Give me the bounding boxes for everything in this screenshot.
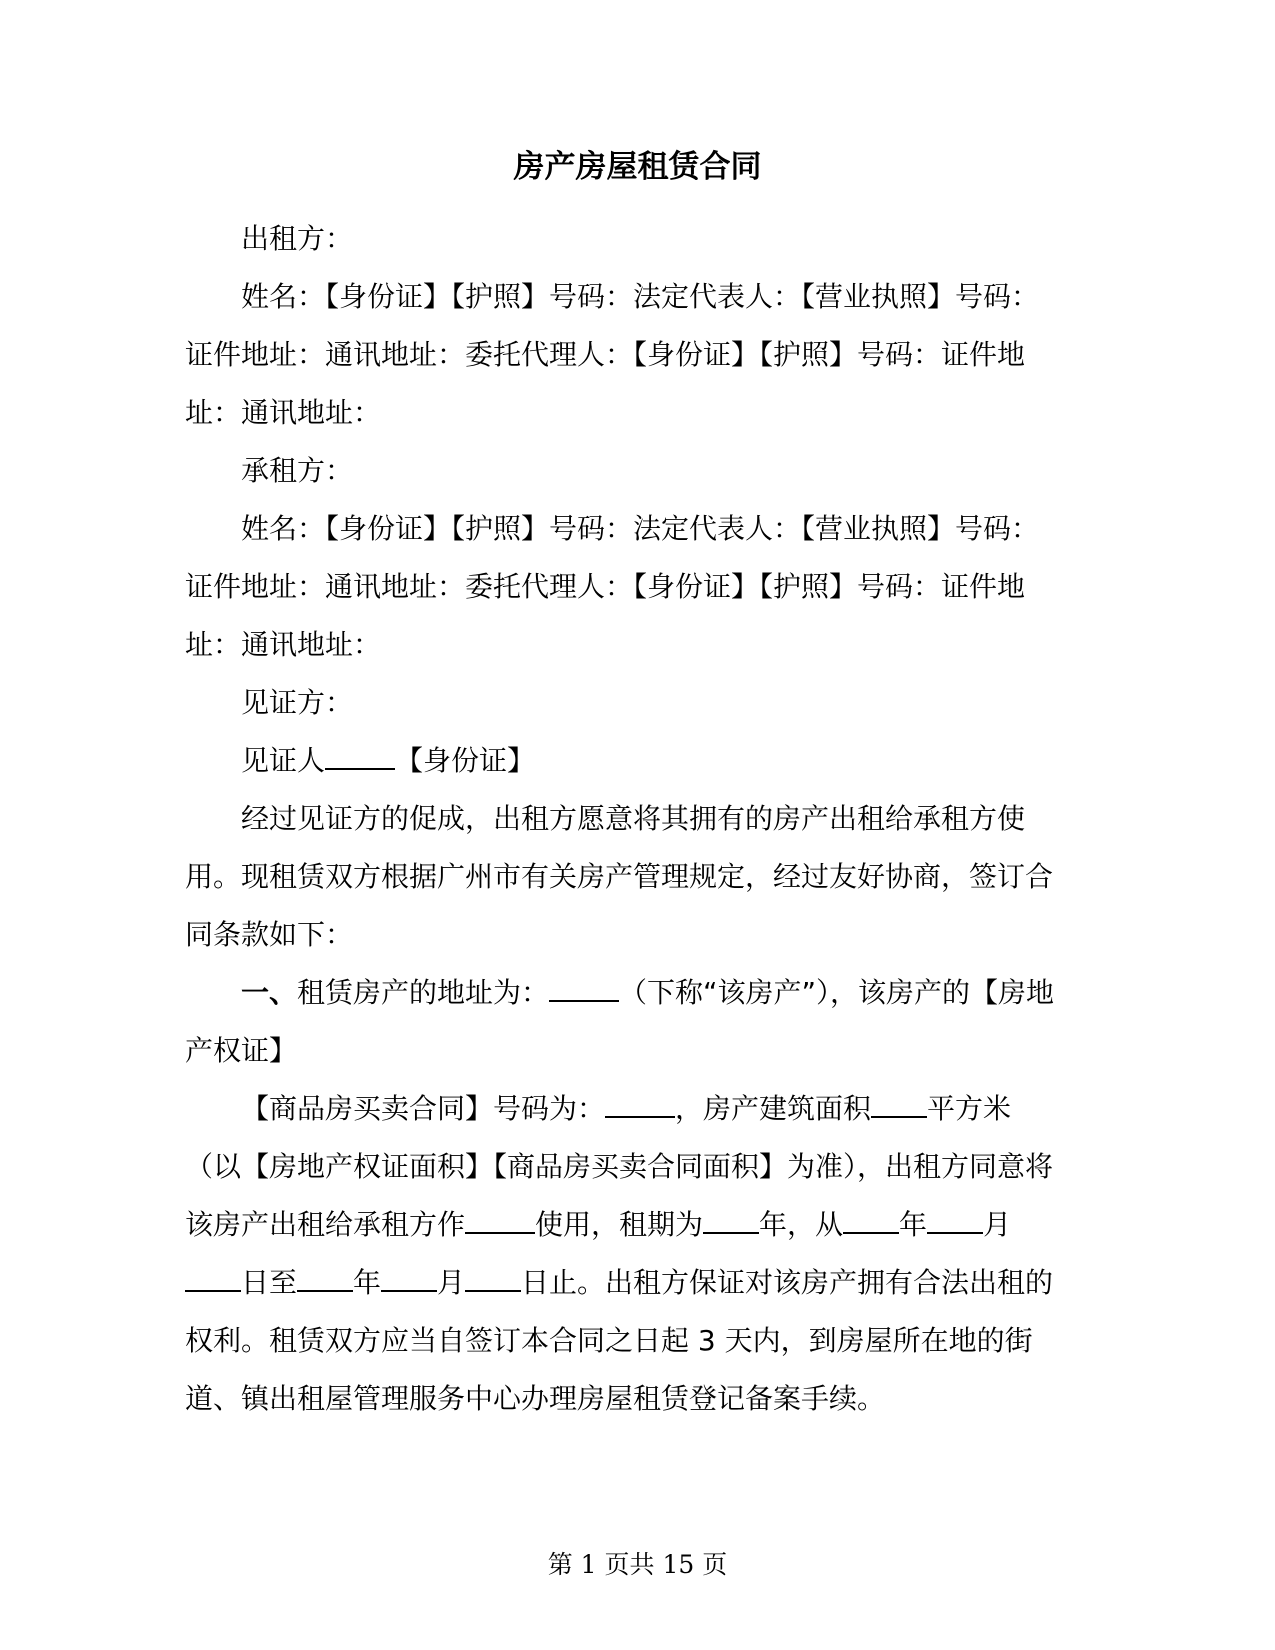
witness-label: 见证人 (241, 744, 326, 777)
lessor-fields: 姓名：【身份证】【护照】号码：法定代表人：【营业执照】号码：证件地址：通讯地址：委托代理人：【身份证】【护照】号码：证件地址：通讯地址： (185, 280, 1040, 429)
clause-1c-text-b: ，房产建筑面积 (675, 1092, 872, 1125)
address-blank[interactable] (549, 975, 619, 1002)
end-year-blank[interactable] (297, 1265, 353, 1292)
clause-1-number: 一、 (241, 976, 298, 1009)
clause-1c-text-k: 日止。出租方保证对该房产拥有合法出租的权利。租赁双方应当自签订本合同之日起 3 天内，到房屋所在地的街道、镇出租屋管理服务中心办理房屋租赁登记备案手续。 (185, 1266, 1054, 1415)
contract-number-blank[interactable] (605, 1091, 675, 1118)
intro-paragraph: 经过见证方的促成，出租方愿意将其拥有的房产出租给承租方使用。现租赁双方根据广州市有关房产管理规定，经过友好协商，签订合同条款如下： (185, 802, 1054, 951)
lessee-fields: 姓名：【身份证】【护照】号码：法定代表人：【营业执照】号码：证件地址：通讯地址：委托代理人：【身份证】【护照】号码：证件地址：通讯地址： (185, 512, 1040, 661)
clause-1c-text-h: 日至 (241, 1266, 298, 1299)
end-month-blank[interactable] (381, 1265, 437, 1292)
end-day-blank[interactable] (465, 1265, 521, 1292)
lessee-heading: 承租方： (241, 454, 354, 487)
clause-1-text-a: 租赁房产的地址为： (297, 976, 550, 1009)
clause-1-continued (185, 1080, 1065, 1428)
page-footer: 第 1 页共 15 页 (547, 1550, 728, 1579)
start-day-blank[interactable] (185, 1265, 241, 1292)
clause-1c-text-j: 月 (437, 1266, 466, 1299)
clause-1-text-b: （下称“该房产”），该房产的【房地产权证】 (185, 976, 1055, 1067)
area-blank[interactable] (871, 1091, 927, 1118)
clause-1c-text-f: 年 (899, 1208, 928, 1241)
clause-1c-text-e: 年，从 (759, 1208, 844, 1241)
usage-blank[interactable] (465, 1207, 535, 1234)
clause-1c-text-a: 【商品房买卖合同】号码为： (241, 1092, 606, 1125)
witness-name-blank[interactable] (325, 743, 395, 770)
clause-1 (185, 964, 1065, 1080)
clause-1c-text-d: 使用，租期为 (535, 1208, 704, 1241)
clause-1c-text-c: 平方米（以【房地产权证面积】【商品房买卖合同面积】为准），出租方同意将该房产出租给承租方作 (185, 1092, 1054, 1241)
witness-id-label: 【身份证】 (395, 744, 536, 777)
witness-heading: 见证方： (241, 686, 354, 719)
start-month-blank[interactable] (927, 1207, 983, 1234)
document-title: 房产房屋租赁合同 (513, 149, 762, 185)
start-year-blank[interactable] (843, 1207, 899, 1234)
term-years-blank[interactable] (703, 1207, 759, 1234)
document-body (185, 210, 1065, 1428)
clause-1c-text-g: 月 (983, 1208, 1012, 1241)
lessor-heading: 出租方： (241, 222, 354, 255)
clause-1c-text-i: 年 (353, 1266, 382, 1299)
witness-line (185, 732, 1065, 790)
